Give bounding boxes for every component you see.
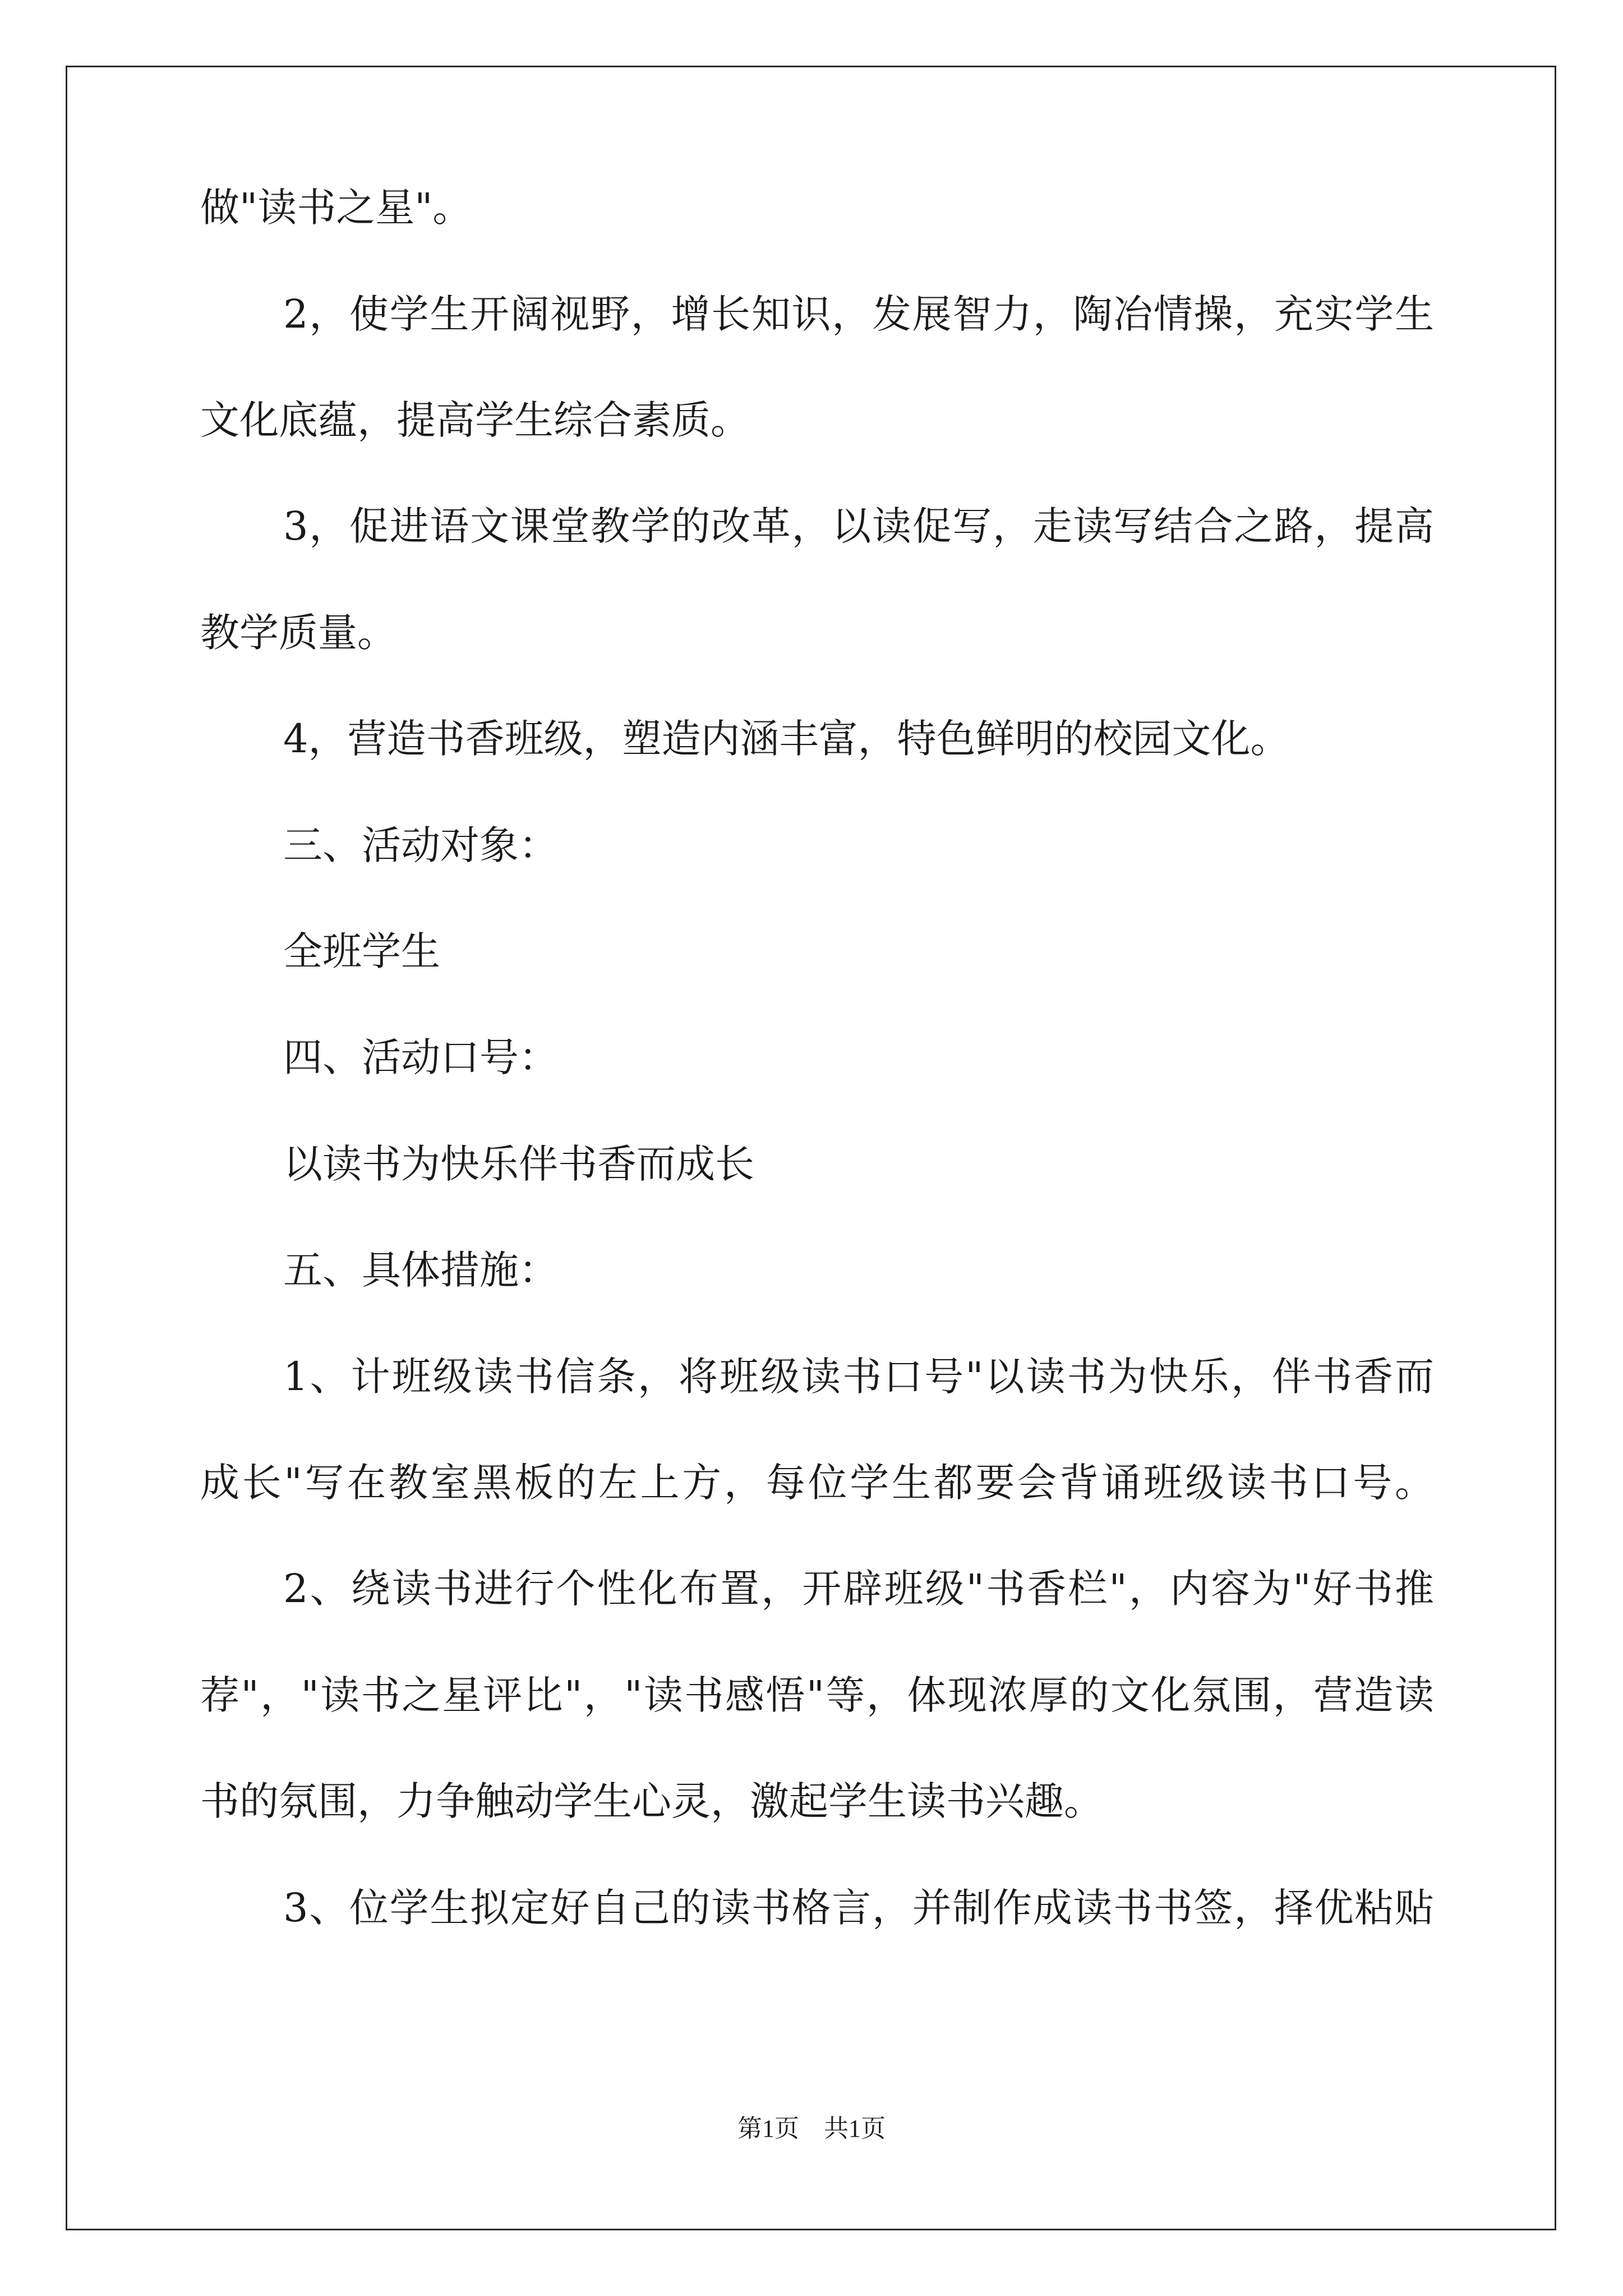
section-heading: 五、具体措施：: [283, 1247, 558, 1293]
text-line: 3，促进语文课堂教学的改革，以读促写，走读写结合之路，提高: [283, 503, 1434, 549]
text-line: 书的氛围，力争触动学生心灵，激起学生读书兴趣。: [200, 1778, 1103, 1824]
text-line: 2，使学生开阔视野，增长知识，发展智力，陶冶情操，充实学生: [283, 291, 1434, 337]
text-line: 文化底蕴，提高学生综合素质。: [200, 397, 750, 443]
page-total: 共1页: [824, 2115, 886, 2142]
page-footer: [0, 2112, 1623, 2146]
text-line: 4，营造书香班级，塑造内涵丰富，特色鲜明的校园文化。: [283, 716, 1290, 762]
text-line: 教学质量。: [200, 610, 396, 656]
text-line: 3、位学生拟定好自己的读书格言，并制作成读书书签，择优粘贴: [283, 1885, 1434, 1931]
text-line: 做"读书之星"。: [200, 185, 472, 231]
page-number: 第1页: [737, 2115, 799, 2142]
text-line: 荐"，"读书之星评比"，"读书感悟"等，体现浓厚的文化氛围，营造读: [200, 1672, 1434, 1718]
text-line: 2、绕读书进行个性化布置，开辟班级"书香栏"，内容为"好书推: [283, 1566, 1434, 1612]
section-heading: 四、活动口号：: [283, 1034, 558, 1080]
section-heading: 三、活动对象：: [283, 822, 558, 868]
text-line: 成长"写在教室黑板的左上方，每位学生都要会背诵班级读书口号。: [200, 1460, 1434, 1506]
text-line: 全班学生: [283, 928, 440, 974]
text-line: 以读书为快乐伴书香而成长: [283, 1141, 754, 1187]
text-line: 1、计班级读书信条，将班级读书口号"以读书为快乐，伴书香而: [283, 1354, 1434, 1400]
